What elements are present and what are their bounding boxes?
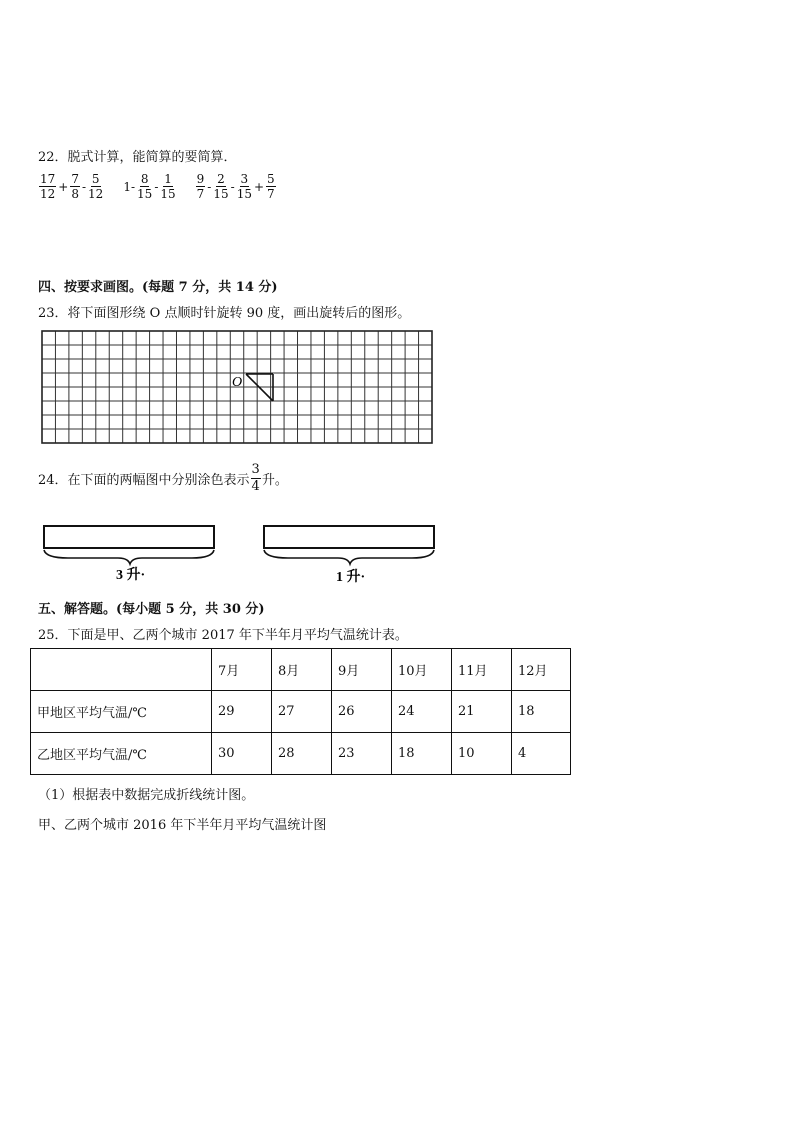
point-o-label: O <box>232 375 243 390</box>
table-row <box>31 691 571 733</box>
q24-fraction: $\frac{3}{4}$ <box>251 462 260 494</box>
table-cell: 21 <box>452 691 512 733</box>
table-cell: 18 <box>392 733 452 775</box>
table-cell: 8月 <box>272 649 332 691</box>
table-cell: 10月 <box>392 649 452 691</box>
bar-1-liter-label: 1 升· <box>336 570 366 585</box>
section-5-title: 五、解答题。(每小题 5 分，共 30 分) <box>38 602 265 617</box>
section-4-title: 四、按要求画图。(每题 7 分，共 14 分) <box>38 280 278 295</box>
brace-3-liters <box>44 550 214 564</box>
q24-prefix: 24．在下面的两幅图中分别涂色表示 <box>38 473 250 488</box>
q22-title: 22．脱式计算，能简算的要简算． <box>38 150 237 165</box>
table-cell: 24 <box>392 691 452 733</box>
rotation-grid <box>40 330 436 446</box>
table-cell: 10 <box>452 733 512 775</box>
q22-expressions <box>38 172 295 201</box>
table-cell: 26 <box>332 691 392 733</box>
q25-sub1: （1）根据表中数据完成折线统计图。 <box>38 788 255 803</box>
q24-title <box>38 462 288 495</box>
table-cell: 23 <box>332 733 392 775</box>
bar-3-liters-label: 3 升· <box>116 568 146 583</box>
bar-1-liter <box>264 526 434 548</box>
bar-3-liters <box>44 526 214 548</box>
table-cell: 27 <box>272 691 332 733</box>
table-cell: 28 <box>272 733 332 775</box>
temperature-table <box>30 648 571 775</box>
q25-chart-title: 甲、乙两个城市 2016 年下半年月平均气温统计图 <box>38 818 327 833</box>
table-cell: 11月 <box>452 649 512 691</box>
table-cell: 乙地区平均气温/℃ <box>31 733 212 775</box>
capacity-bars <box>38 520 448 590</box>
table-cell <box>31 649 212 691</box>
table-cell: 7月 <box>212 649 272 691</box>
table-cell: 甲地区平均气温/℃ <box>31 691 212 733</box>
table-cell: 12月 <box>512 649 571 691</box>
q24-suffix: 升。 <box>261 473 288 488</box>
brace-1-liter <box>264 550 434 564</box>
table-header-row <box>31 649 571 691</box>
q22-expression-3: $\frac{9}{7}$ - $\frac{2}{15}$ - $\frac{3}{15}$ + $\frac{5}{7}$ <box>196 172 275 201</box>
table-row <box>31 733 571 775</box>
q23-title: 23．将下面图形绕 O 点顺时针旋转 90 度，画出旋转后的图形。 <box>38 306 411 321</box>
q22-expression-2: 1- $\frac{8}{15}$ - $\frac{1}{15}$ <box>123 172 176 201</box>
table-cell: 9月 <box>332 649 392 691</box>
q22-expression-1: $\frac{17}{12}$ + $\frac{7}{8}$ - $\frac{5}{12}$ <box>40 172 104 201</box>
table-cell: 30 <box>212 733 272 775</box>
q25-title: 25．下面是甲、乙两个城市 2017 年下半年月平均气温统计表。 <box>38 628 408 643</box>
table-cell: 4 <box>512 733 571 775</box>
table-cell: 29 <box>212 691 272 733</box>
table-cell: 18 <box>512 691 571 733</box>
